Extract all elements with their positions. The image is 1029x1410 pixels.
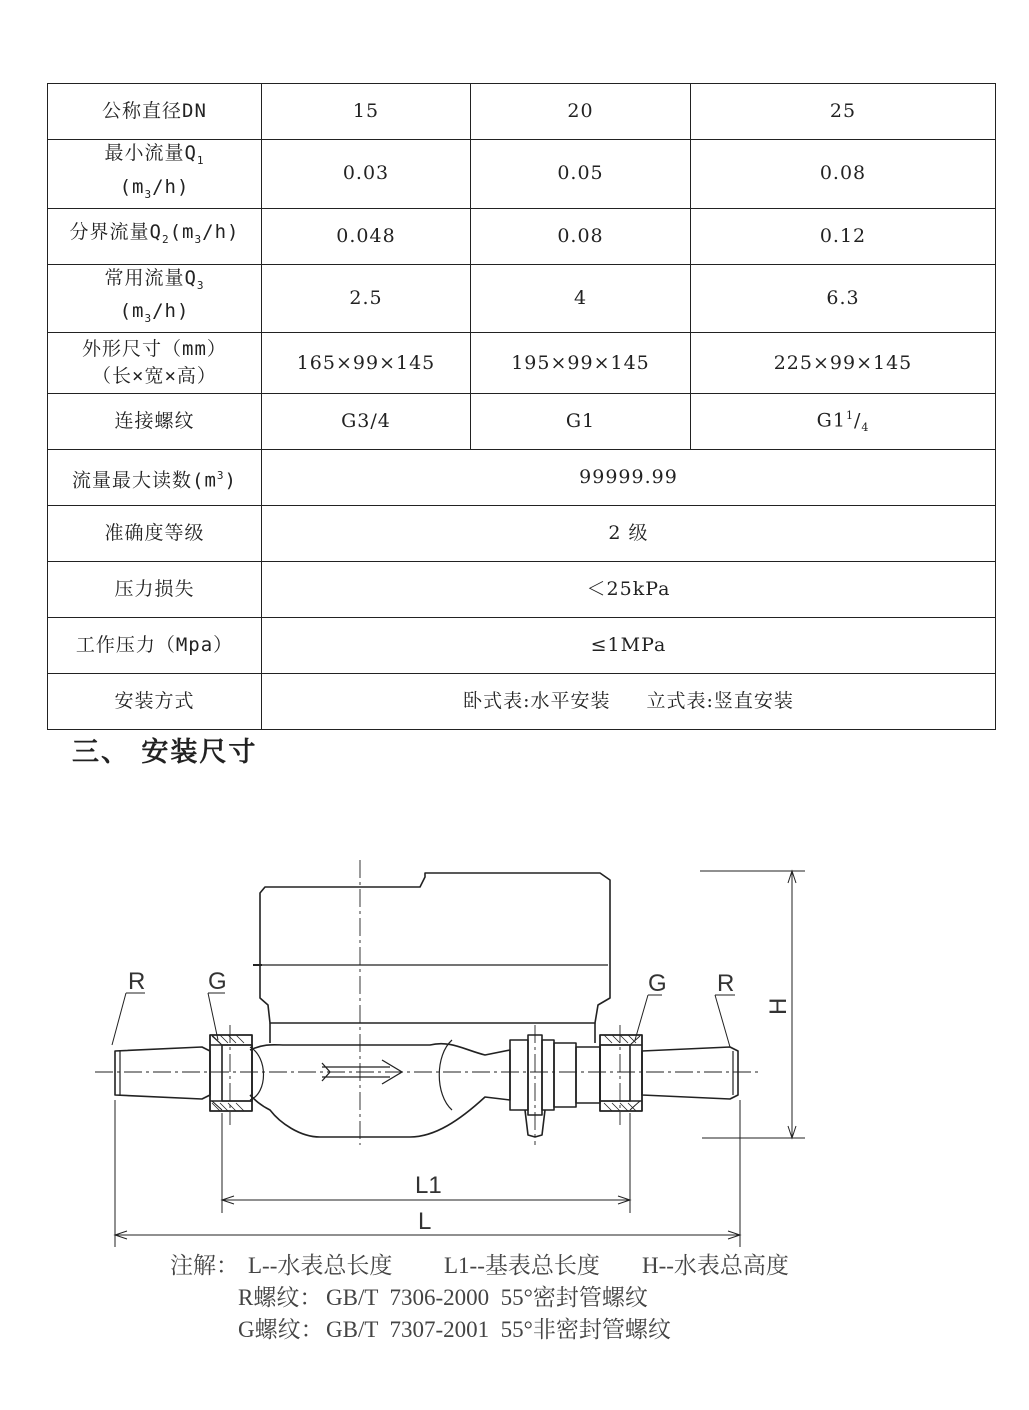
note-r-standard: GB/T 7306-2000 55°密封管螺纹: [326, 1285, 648, 1310]
row-label: [48, 140, 262, 209]
table-cell: ≤1MPa: [262, 618, 996, 674]
table-row-pressure-loss: [48, 562, 996, 618]
label-l1: L1: [415, 1172, 442, 1199]
installation-drawing: [90, 855, 810, 1255]
table-cell: 225×99×145: [691, 333, 996, 394]
note-r-label: R螺纹：: [238, 1285, 323, 1310]
table-row-nominal-diameter: [48, 84, 996, 140]
row-label: 分界流量$Q_2(m_3/h)$: [48, 208, 262, 264]
row-label: [48, 264, 262, 333]
row-label: 流量最大读数$(m^3)$: [48, 450, 262, 506]
table-row-permanent-flow: [48, 264, 996, 333]
table-cell: 2 级: [262, 506, 996, 562]
row-label: 准确度等级: [48, 506, 262, 562]
row-label: [48, 333, 262, 394]
row-label: 公称直径DN: [48, 84, 262, 140]
table-cell: 0.12: [691, 208, 996, 264]
label-g-right: G: [648, 970, 667, 997]
table-row-dimensions: [48, 333, 996, 394]
label-line2: $(m_3/h)$: [119, 300, 190, 326]
note-l1: L1--基表总长度: [444, 1253, 600, 1278]
cell-dn20: 20: [471, 84, 691, 140]
note-h: H--水表总高度: [642, 1253, 789, 1278]
table-cell: 0.08: [691, 140, 996, 209]
table-row-transitional-flow: [48, 208, 996, 264]
table-cell: 0.05: [471, 140, 691, 209]
table-row-min-flow: [48, 140, 996, 209]
notes-prefix: 注解：: [170, 1253, 239, 1278]
cell-dn15: 15: [262, 84, 471, 140]
row-label: 工作压力（Mpa）: [48, 618, 262, 674]
label-r-left: R: [128, 968, 146, 995]
table-cell: 卧式表:水平安装 立式表:竖直安装: [262, 674, 996, 730]
label-g-left: G: [208, 968, 227, 995]
table-cell: 2.5: [262, 264, 471, 333]
table-cell: 0.03: [262, 140, 471, 209]
label-line2: （长×宽×高）: [92, 365, 217, 388]
table-cell: 0.08: [471, 208, 691, 264]
table-cell: 4: [471, 264, 691, 333]
table-row-working-pressure: [48, 618, 996, 674]
note-g-label: G螺纹：: [238, 1317, 324, 1342]
row-label: 压力损失: [48, 562, 262, 618]
table-cell: $G1^1/_4$: [691, 394, 996, 450]
table-cell: G1: [471, 394, 691, 450]
table-row-thread: [48, 394, 996, 450]
drawing-notes: [170, 1250, 789, 1346]
label-line1: 最小流量$Q_1$: [104, 142, 205, 167]
notes-row-dimensions: [170, 1250, 789, 1282]
label-h: H: [765, 997, 792, 1015]
note-g-standard: GB/T 7307-2001 55°非密封管螺纹: [326, 1317, 671, 1342]
table-cell: 99999.99: [262, 450, 996, 506]
label-line1: 常用流量$Q_3$: [104, 266, 205, 292]
table-row-accuracy: [48, 506, 996, 562]
label-r-right: R: [717, 970, 735, 997]
table-cell: 0.048: [262, 208, 471, 264]
row-label: 连接螺纹: [48, 394, 262, 450]
table-cell: ＜25kPa: [262, 562, 996, 618]
notes-row-g-thread: [170, 1314, 789, 1346]
note-l: L--水表总长度: [248, 1253, 393, 1278]
table-cell: G3/4: [262, 394, 471, 450]
spec-table: [47, 83, 996, 730]
table-row-max-reading: [48, 450, 996, 506]
notes-row-r-thread: [170, 1282, 789, 1314]
row-label: 安装方式: [48, 674, 262, 730]
table-cell: 195×99×145: [471, 333, 691, 394]
section-title: 三、 安装尺寸: [72, 737, 258, 768]
table-cell: 165×99×145: [262, 333, 471, 394]
label-l: L: [418, 1208, 432, 1235]
cell-dn25: 25: [691, 84, 996, 140]
label-line1: 外形尺寸（mm）: [82, 338, 227, 361]
label-line2: $(m_3/h)$: [119, 175, 190, 201]
table-cell: 6.3: [691, 264, 996, 333]
table-row-installation: [48, 674, 996, 730]
